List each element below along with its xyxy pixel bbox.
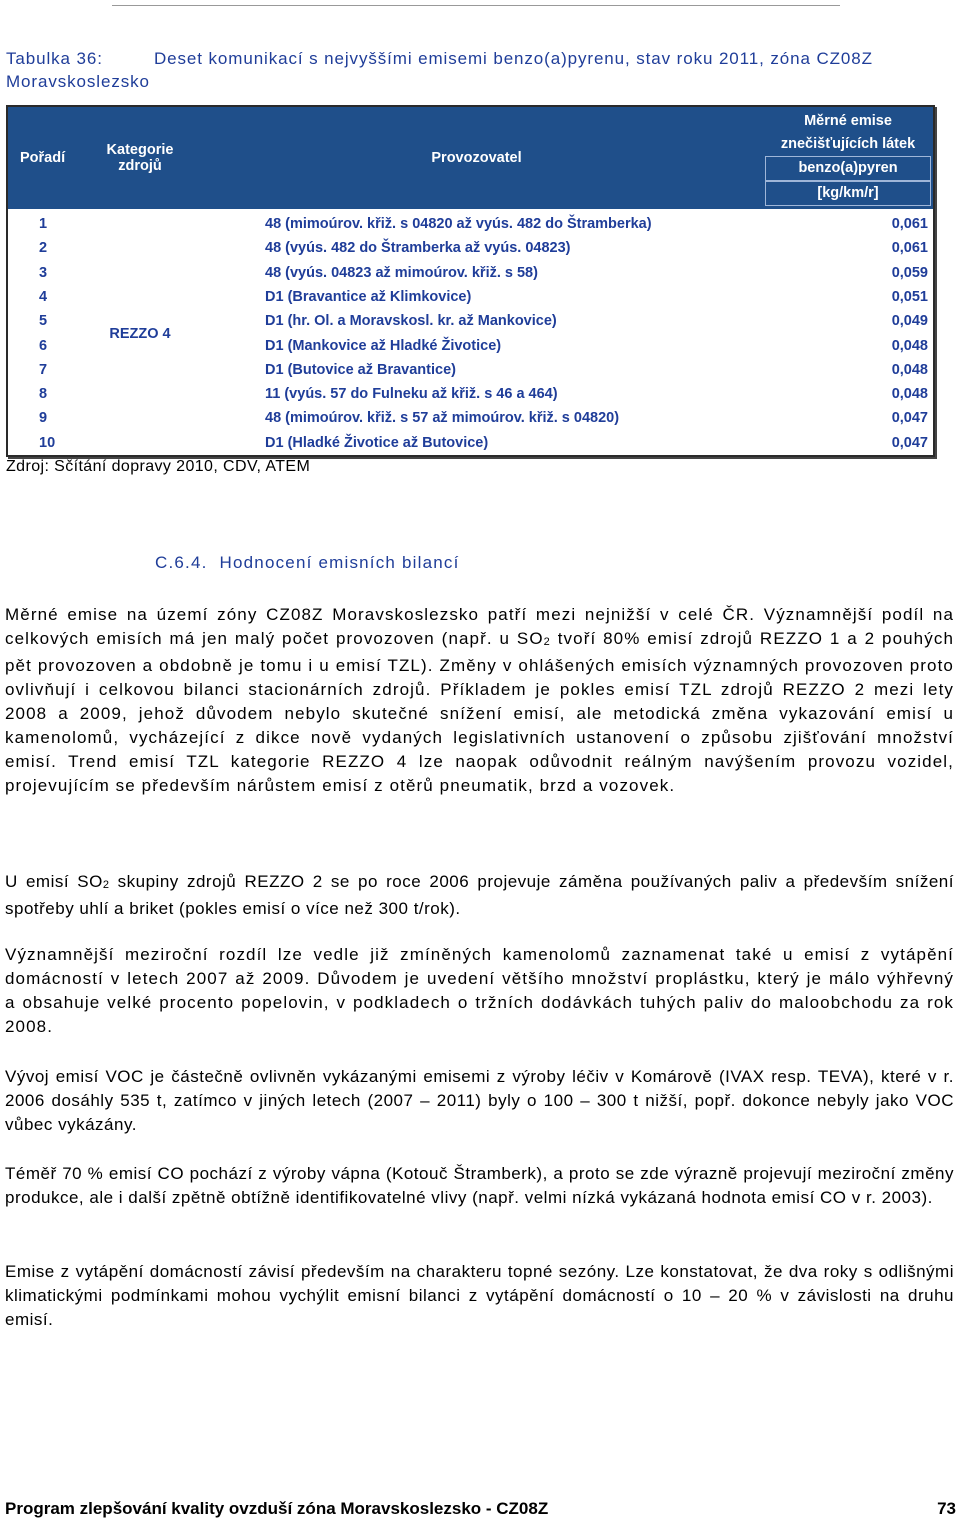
header-rank: Pořadí — [8, 107, 90, 209]
table-caption — [6, 47, 956, 93]
paragraph-text: Měrné emise na území zóny CZ08Z Moravskoslezsko patří mezi nejnižší v celé ČR. Významnější podíl na celkových emisích má jen malý počet provozoven (např. u SO — [5, 605, 954, 648]
table-source: Zdroj: Sčítání dopravy 2010, CDV, ATEM — [6, 458, 311, 475]
table-title: Deset komunikací s nejvyššími emisemi benzo(a)pyrenu, stav roku 2011, zóna CZ08Z Moravskoslezsko — [6, 49, 873, 91]
cell-rank: 5 — [39, 313, 48, 330]
cell-emission: 0,047 — [891, 434, 928, 451]
cell-rank: 4 — [39, 289, 48, 306]
cell-operator: D1 (hr. Ol. a Moravskosl. kr. až Mankovice) — [265, 313, 557, 330]
paragraph: Emise z vytápění domácností závisí především na charakteru topné sezóny. Lze konstatovat, že dva roky s odlišnými klimatickými podmínkami mohou vychýlit emisní bilanci z vytápění domácností o 10 – 20 % v závislosti na druhu emisí. — [5, 1262, 954, 1329]
cell-rank: 1 — [39, 216, 48, 233]
footer-title: Program zlepšování kvality ovzduší zóna Moravskoslezsko - CZ08Z — [5, 1499, 549, 1518]
paragraph: Vývoj emisí VOC je částečně ovlivněn vykázanými emisemi z výroby léčiv v Komárově (IVAX resp. TEVA), které v r. 2006 dosáhly 535 t, zatímco v jiných letech (2007 – 2011) byly o 100 – 300 t nižší, popř. dokonce nebyly jako VOC vůbec vykázány. — [5, 1067, 954, 1134]
cell-rank: 9 — [39, 410, 48, 427]
cell-operator: 11 (vyús. 57 do Fulneku až křiž. s 46 a 464) — [265, 386, 558, 403]
subscript: 2 — [102, 879, 110, 891]
paragraph — [5, 603, 954, 798]
cell-category: REZZO 4 — [109, 325, 171, 342]
paragraph-text: tvoří 80% emisí zdrojů REZZO 1 a 2 pouhých pět provozoven a obdobně je tomu i u emisí TZL). Změny v ohlášených emisích významných provozoven proto ovlivňují i celkovou bilanci stacionárních zdrojů. Příkladem je pokles emisí TZL zdrojů REZZO 2 mezi lety 2008 a 2009, jehož důvodem nebylo skutečné snížení emisí, ale metodická změna vykazování emisí u kamenolomů, vycházející z dikce nově vydaných legislativních ustanovení o způsobu zjišťování množství emisí. Trend emisí TZL kategorie REZZO 4 lze naopak odůvodnit reálným navýšením provozu vozidel, projevujícím se především nárůstem emisí z otěrů pneumatik, brzd a vozovek. — [5, 629, 954, 795]
cell-operator: D1 (Hladké Životice až Butovice) — [265, 434, 489, 451]
cell-operator: 48 (mimoúrov. křiž. s 04820 až vyús. 482 do Štramberka) — [265, 216, 652, 233]
header-emission-line: benzo(a)pyren — [765, 156, 931, 181]
cell-rank: 7 — [39, 361, 48, 378]
header-emission-line: znečišťujících látek — [780, 136, 916, 152]
header-emission — [763, 107, 933, 209]
paragraph-text: U emisí SO — [5, 872, 103, 891]
cell-emission: 0,047 — [891, 410, 928, 427]
cell-operator: D1 (Bravantice až Klimkovice) — [265, 289, 472, 306]
cell-emission: 0,061 — [891, 216, 928, 233]
cell-operator: 48 (vyús. 04823 až mimoúrov. křiž. s 58) — [265, 264, 538, 281]
cell-emission: 0,051 — [891, 289, 928, 306]
table-row — [8, 209, 933, 236]
page-footer — [5, 1499, 956, 1519]
paragraph: Téměř 70 % emisí CO pochází z výroby vápna (Kotouč Štramberk), a proto se zde výrazně projevují meziroční změny produkce, ale i další zpětně obtížně identifikovatelné vlivy (např. velmi nízká vykázaná hodnota emisí CO v r. 2003). — [5, 1164, 954, 1207]
cell-rank: 8 — [39, 386, 48, 403]
header-operator: Provozovatel — [190, 107, 763, 209]
cell-emission: 0,061 — [891, 240, 928, 257]
table-header-row — [8, 107, 933, 209]
cell-operator: D1 (Butovice až Bravantice) — [265, 361, 456, 378]
emissions-table — [6, 105, 935, 457]
cell-rank: 3 — [39, 264, 48, 281]
cell-rank: 2 — [39, 240, 48, 257]
paragraph: Významnější meziroční rozdíl lze vedle již zmíněných kamenolomů zaznamenat také u emisí z vytápění domácností v letech 2007 až 2009. Důvodem je uvedení většího množství proplástku, který je málo výhřevný a obsahuje velké procento popelovin, v podkladech o tržních dodávkách tuhých paliv do maloobchodu za rok 2008. — [5, 945, 954, 1036]
cell-rank: 10 — [39, 434, 56, 451]
header-category: Kategorie zdrojů — [90, 107, 190, 209]
paragraph-text: skupiny zdrojů REZZO 2 se po roce 2006 projevuje záměna používaných paliv a především snížení spotřeby uhlí a briket (pokles emisí o více než 300 t/rok). — [5, 872, 954, 918]
section-heading — [155, 553, 460, 573]
cell-operator: 48 (mimoúrov. křiž. s 57 až mimoúrov. křiž. s 04820) — [265, 410, 620, 427]
subscript: 2 — [543, 636, 551, 648]
cell-emission: 0,048 — [891, 361, 928, 378]
cell-operator: D1 (Mankovice až Hladké Životice) — [265, 337, 502, 354]
header-rule — [112, 5, 840, 6]
table-number: Tabulka 36: — [6, 49, 103, 68]
cell-emission: 0,048 — [891, 386, 928, 403]
cell-emission: 0,059 — [891, 264, 928, 281]
cell-emission: 0,048 — [891, 337, 928, 354]
cell-rank: 6 — [39, 337, 48, 354]
cell-operator: 48 (vyús. 482 do Štramberka až vyús. 04823) — [265, 240, 571, 257]
section-title: Hodnocení emisních bilancí — [219, 553, 460, 572]
header-emission-unit: [kg/km/r] — [765, 181, 931, 206]
page-number: 73 — [937, 1499, 956, 1518]
header-emission-line: Měrné emise — [804, 113, 892, 129]
section-number: C.6.4. — [155, 553, 208, 572]
paragraph — [5, 870, 954, 921]
cell-emission: 0,049 — [891, 313, 928, 330]
